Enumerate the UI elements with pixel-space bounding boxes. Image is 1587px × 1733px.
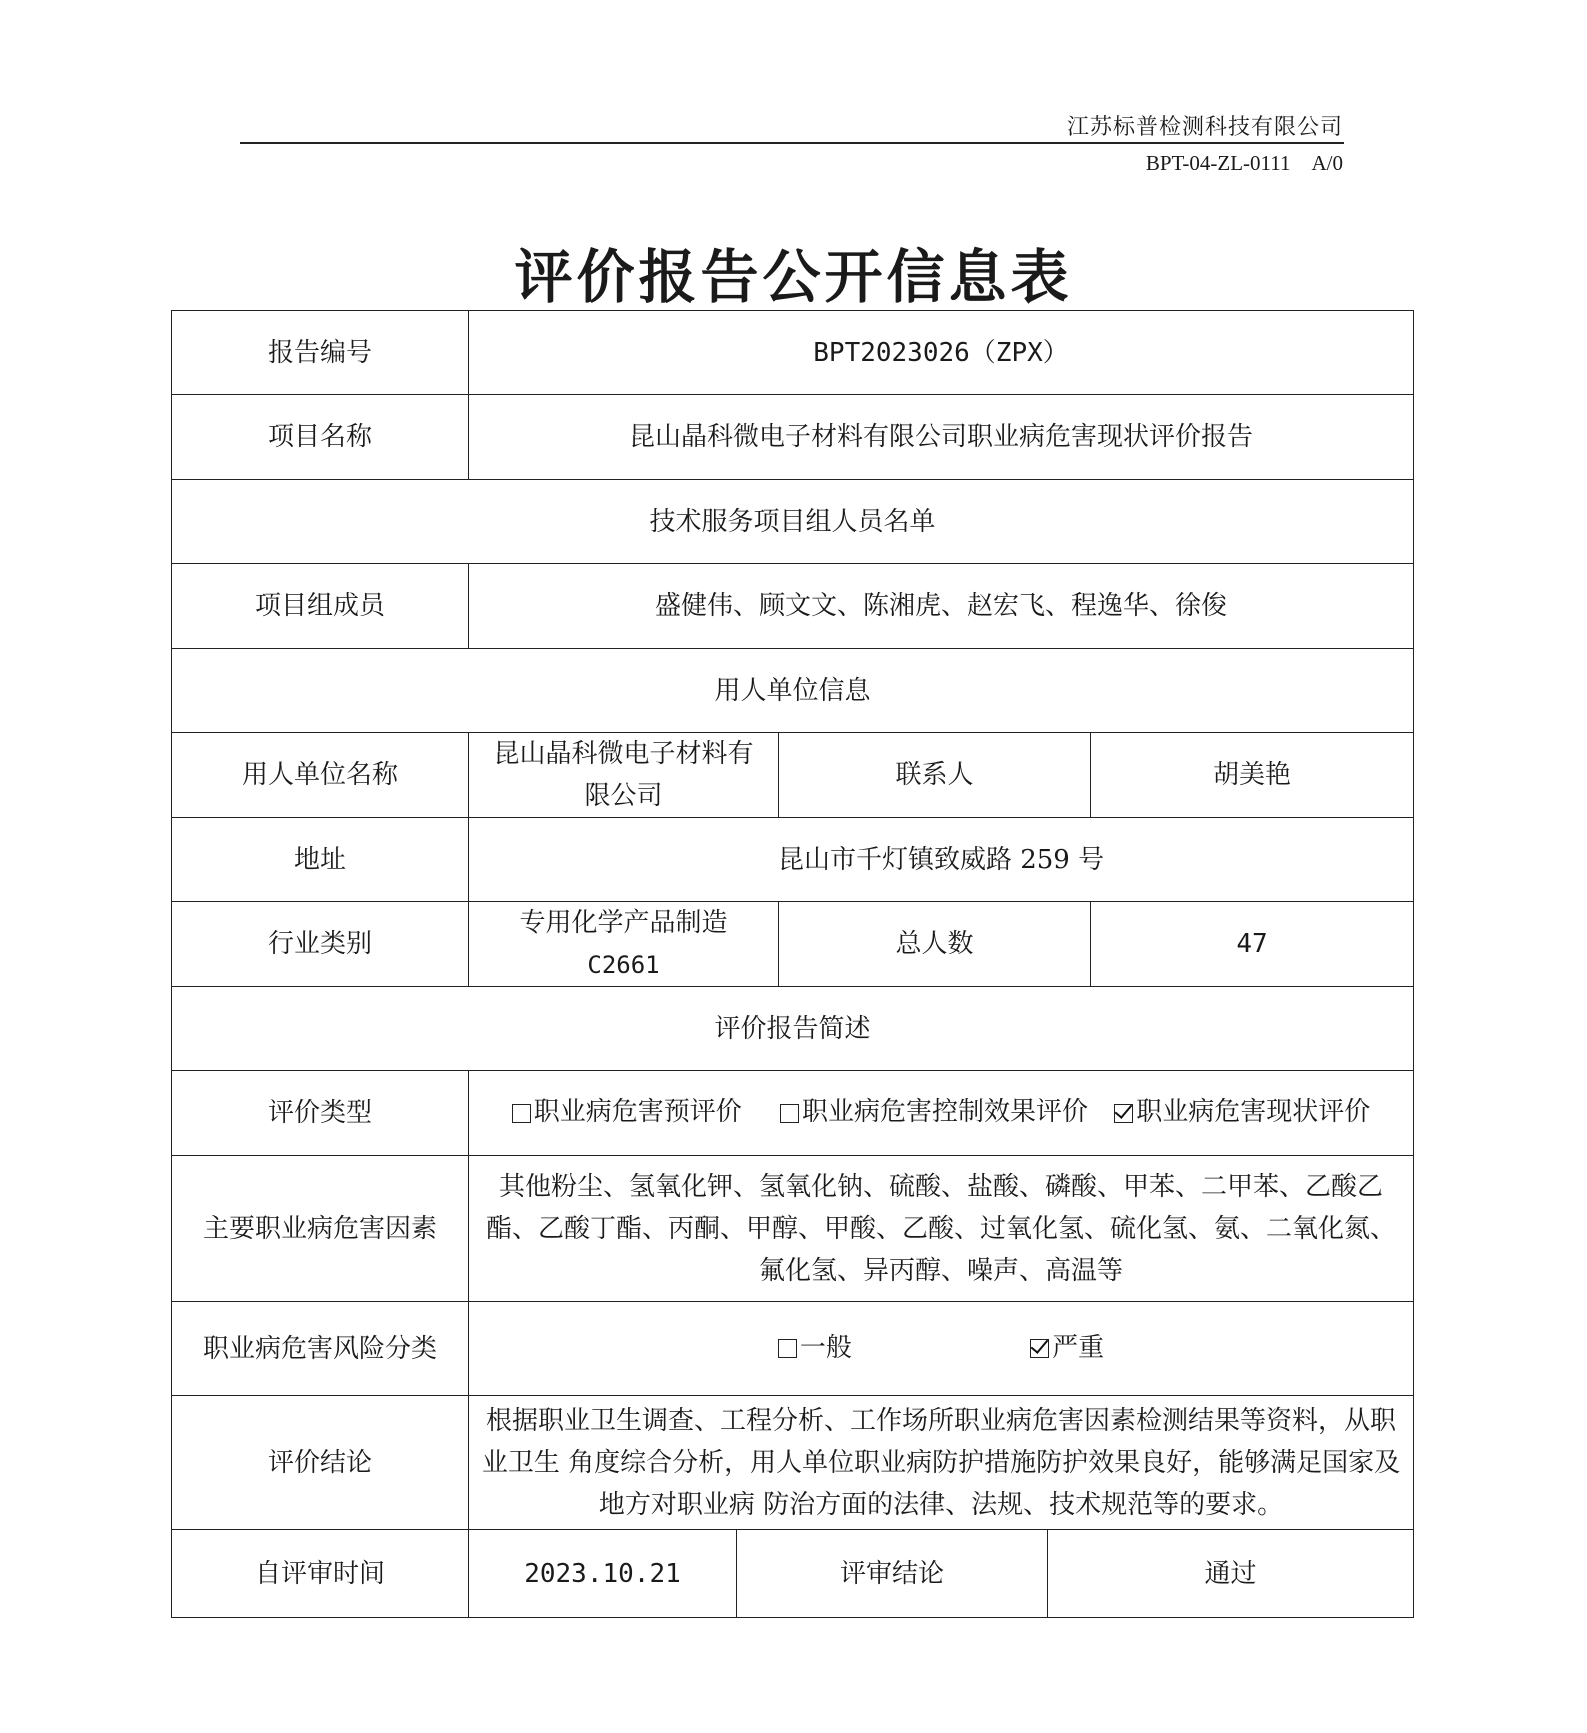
address-label: 地址: [172, 818, 469, 902]
report-number-value: BPT2023026（ZPX）: [469, 311, 1414, 395]
checkbox-icon[interactable]: [778, 1339, 797, 1358]
row-project-name: [172, 395, 1414, 480]
summary-section-heading: 评价报告简述: [172, 987, 1414, 1071]
conclusion-value: 根据职业卫生调查、工程分析、工作场所职业病危害因素检测结果等资料，从职业卫生 角度综合分析，用人单位职业病防护措施防护效果良好，能够满足国家及地方对职业病 防治方面的法律、法规、技术规范等的要求。: [469, 1396, 1414, 1530]
header-rule: [240, 142, 1344, 144]
contact-label: 联系人: [779, 733, 1091, 818]
row-conclusion: [172, 1396, 1414, 1530]
hazard-factors-value: 其他粉尘、氢氧化钾、氢氧化钠、硫酸、盐酸、磷酸、甲苯、二甲苯、乙酸乙酯、乙酸丁酯、丙酮、甲醇、甲酸、乙酸、过氧化氢、硫化氢、氨、二氧化氮、氟化氢、异丙醇、噪声、高温等: [469, 1156, 1414, 1302]
industry-label: 行业类别: [172, 902, 469, 987]
employer-name-label: 用人单位名称: [172, 733, 469, 818]
headcount-value: 47: [1091, 902, 1414, 987]
hazard-factors-label: 主要职业病危害因素: [172, 1156, 469, 1302]
checkbox-icon[interactable]: [512, 1104, 531, 1123]
row-employer-name: [172, 733, 1414, 818]
review-result-value: 通过: [1048, 1530, 1414, 1618]
industry-value: [469, 902, 779, 987]
row-address: [172, 818, 1414, 902]
headcount-label: 总人数: [779, 902, 1091, 987]
team-members-label: 项目组成员: [172, 564, 469, 649]
report-number-label: 报告编号: [172, 311, 469, 395]
employer-name-line-1: 昆山晶科微电子材料有: [493, 739, 754, 769]
info-table: [171, 310, 1414, 1618]
row-hazard-factors: [172, 1156, 1414, 1302]
evaluation-option-control[interactable]: [780, 1091, 1088, 1133]
header-company-name: 江苏标普检测科技有限公司: [1066, 115, 1343, 140]
employer-name-value: [469, 733, 779, 818]
contact-value: 胡美艳: [1091, 733, 1414, 818]
industry-code: C2661: [587, 951, 660, 979]
risk-option-general-label: 一般: [799, 1332, 852, 1363]
review-result-label: 评审结论: [737, 1530, 1048, 1618]
checkbox-checked-icon[interactable]: [1030, 1339, 1049, 1358]
risk-class-options: [469, 1302, 1414, 1396]
project-name-label: 项目名称: [172, 395, 469, 480]
checkbox-checked-icon[interactable]: [1114, 1104, 1133, 1123]
team-section-heading: 技术服务项目组人员名单: [172, 480, 1414, 564]
row-review: [172, 1530, 1414, 1618]
evaluation-option-status[interactable]: [1114, 1091, 1370, 1133]
industry-value-line-1: 专用化学产品制造: [519, 908, 728, 938]
risk-option-serious-label: 严重: [1052, 1332, 1105, 1363]
row-report-number: [172, 311, 1414, 395]
project-name-value: 昆山晶科微电子材料有限公司职业病危害现状评价报告: [469, 395, 1414, 480]
evaluation-type-label: 评价类型: [172, 1071, 469, 1156]
row-evaluation-type: [172, 1071, 1414, 1156]
evaluation-option-status-label: 职业病危害现状评价: [1136, 1097, 1371, 1128]
risk-option-serious[interactable]: [1030, 1327, 1104, 1369]
evaluation-option-pre-label: 职业病危害预评价: [533, 1097, 742, 1128]
checkbox-icon[interactable]: [780, 1104, 799, 1123]
team-members-value: 盛健伟、顾文文、陈湘虎、赵宏飞、程逸华、徐俊: [469, 564, 1414, 649]
evaluation-option-pre[interactable]: [512, 1091, 742, 1133]
header-document-code: BPT-04-ZL-0111 A/0: [1145, 151, 1343, 175]
row-risk-class: [172, 1302, 1414, 1396]
employer-name-line-2: 限公司: [584, 781, 663, 811]
address-value: 昆山市千灯镇致威路 259 号: [469, 818, 1414, 902]
evaluation-type-options: [469, 1071, 1414, 1156]
row-team-heading: [172, 480, 1414, 564]
risk-class-label: 职业病危害风险分类: [172, 1302, 469, 1396]
row-employer-heading: [172, 649, 1414, 733]
row-industry: [172, 902, 1414, 987]
review-time-label: 自评审时间: [172, 1530, 469, 1618]
page-title: 评价报告公开信息表: [514, 243, 1073, 311]
row-summary-heading: [172, 987, 1414, 1071]
employer-section-heading: 用人单位信息: [172, 649, 1414, 733]
conclusion-label: 评价结论: [172, 1396, 469, 1530]
row-team-members: [172, 564, 1414, 649]
risk-option-general[interactable]: [778, 1327, 852, 1369]
review-time-value: 2023.10.21: [469, 1530, 737, 1618]
evaluation-option-control-label: 职业病危害控制效果评价: [802, 1097, 1089, 1128]
